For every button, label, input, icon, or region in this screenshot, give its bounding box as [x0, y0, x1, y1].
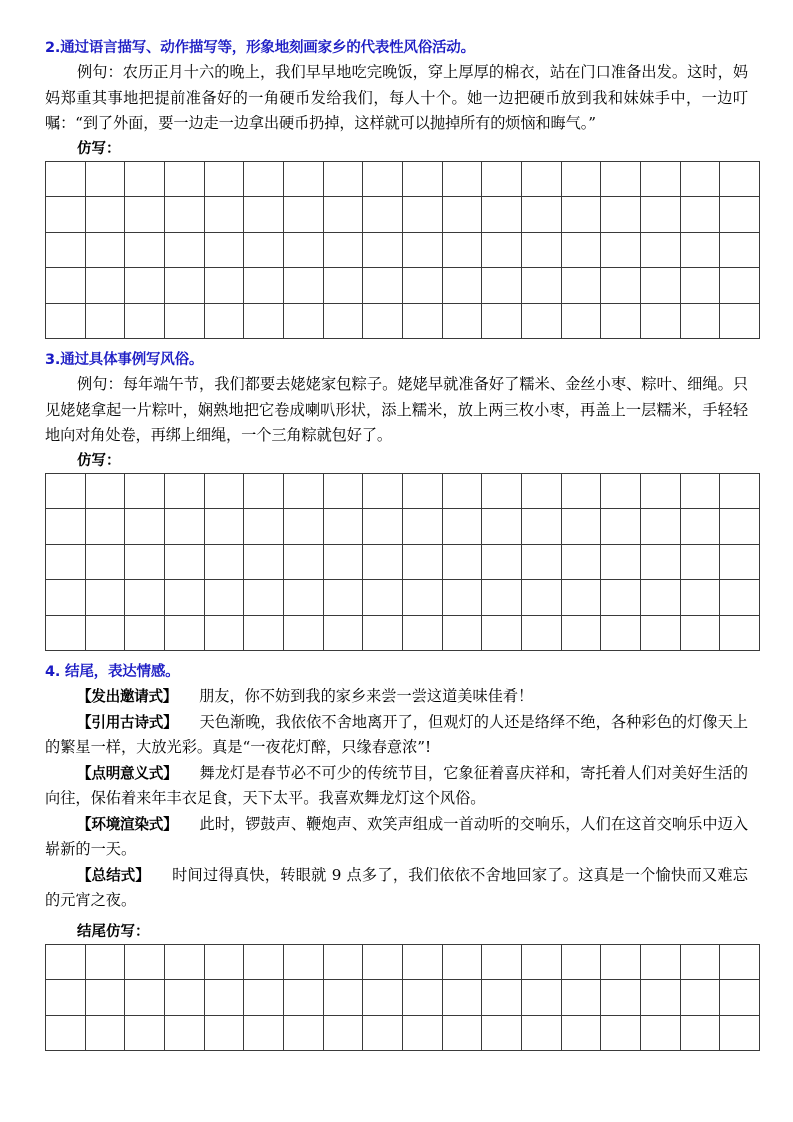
grid-cell[interactable] [442, 197, 482, 233]
grid-cell[interactable] [323, 980, 363, 1016]
grid-cell[interactable] [363, 232, 403, 268]
style-text: 朋友，你不妨到我的家乡来尝一尝这道美味佳肴！ [199, 687, 534, 705]
section-2-write-label: 仿写： [77, 140, 121, 157]
grid-cell[interactable] [85, 509, 125, 545]
grid-cell[interactable] [482, 303, 522, 339]
grid-cell[interactable] [521, 509, 561, 545]
grid-cell[interactable] [561, 580, 601, 616]
grid-cell[interactable] [283, 268, 323, 304]
section-4 [45, 662, 748, 1051]
grid-cell[interactable] [601, 509, 641, 545]
grid-cell[interactable] [244, 1015, 284, 1051]
grid-cell[interactable] [164, 161, 204, 197]
grid-cell[interactable] [680, 303, 720, 339]
grid-cell[interactable] [85, 544, 125, 580]
grid-cell[interactable] [46, 161, 86, 197]
grid-cell[interactable] [442, 303, 482, 339]
section-3-heading: 3.通过具体事例写风俗。 [45, 352, 204, 368]
ending-style-meaning [45, 761, 748, 812]
grid-cell[interactable] [46, 980, 86, 1016]
grid-cell[interactable] [363, 473, 403, 509]
grid-cell[interactable] [561, 544, 601, 580]
grid-cell[interactable] [244, 615, 284, 651]
grid-cell[interactable] [244, 580, 284, 616]
section-3-write-label: 仿写： [77, 452, 121, 469]
grid-cell[interactable] [402, 268, 442, 304]
grid-cell[interactable] [482, 580, 522, 616]
grid-cell[interactable] [680, 161, 720, 197]
grid-cell[interactable] [640, 580, 680, 616]
grid-cell[interactable] [402, 232, 442, 268]
grid-cell[interactable] [482, 161, 522, 197]
grid-cell[interactable] [402, 197, 442, 233]
grid-cell[interactable] [125, 473, 165, 509]
style-tag-label: 【环境渲染式】 [77, 815, 178, 833]
grid-cell[interactable] [204, 197, 244, 233]
section-3 [45, 350, 748, 651]
grid-cell[interactable] [601, 303, 641, 339]
grid-cell[interactable] [561, 161, 601, 197]
grid-cell[interactable] [601, 268, 641, 304]
style-text: 时间过得真快，转眼就 9 点多了，我们依依不舍地回家了。这真是一个愉快而又难忘的元宵之夜。 [45, 865, 748, 909]
grid-cell[interactable] [680, 232, 720, 268]
grid-cell[interactable] [561, 615, 601, 651]
grid-cell[interactable] [125, 509, 165, 545]
grid-cell[interactable] [720, 197, 760, 233]
grid-cell[interactable] [720, 509, 760, 545]
grid-cell[interactable] [164, 980, 204, 1016]
grid-cell[interactable] [363, 580, 403, 616]
grid-cell[interactable] [640, 944, 680, 980]
grid-cell[interactable] [244, 268, 284, 304]
spacer [45, 914, 748, 920]
grid-cell[interactable] [482, 268, 522, 304]
grid-cell[interactable] [164, 615, 204, 651]
grid-cell[interactable] [283, 161, 323, 197]
grid-cell[interactable] [85, 615, 125, 651]
spacer [45, 651, 748, 662]
section-3-writing-grid[interactable] [45, 473, 760, 652]
grid-cell[interactable] [561, 232, 601, 268]
grid-cell[interactable] [164, 473, 204, 509]
grid-cell[interactable] [640, 303, 680, 339]
grid-cell[interactable] [402, 161, 442, 197]
grid-cell[interactable] [720, 268, 760, 304]
grid-cell[interactable] [244, 980, 284, 1016]
grid-cell[interactable] [125, 268, 165, 304]
grid-cell[interactable] [680, 615, 720, 651]
grid-cell[interactable] [363, 944, 403, 980]
grid-cell[interactable] [442, 1015, 482, 1051]
grid-cell[interactable] [720, 944, 760, 980]
grid-cell[interactable] [125, 580, 165, 616]
grid-row [46, 232, 760, 268]
grid-cell[interactable] [482, 509, 522, 545]
grid-cell[interactable] [283, 509, 323, 545]
grid-cell[interactable] [164, 544, 204, 580]
grid-cell[interactable] [521, 473, 561, 509]
grid-cell[interactable] [244, 473, 284, 509]
style-tag-label: 【点明意义式】 [77, 764, 178, 782]
grid-cell[interactable] [323, 580, 363, 616]
grid-cell[interactable] [640, 197, 680, 233]
grid-cell[interactable] [323, 197, 363, 233]
grid-cell[interactable] [283, 980, 323, 1016]
grid-cell[interactable] [164, 509, 204, 545]
grid-cell[interactable] [521, 1015, 561, 1051]
ending-style-summary [45, 863, 748, 914]
style-text: 舞龙灯是春节必不可少的传统节目，它象征着喜庆祥和，寄托着人们对美好生活的向往，保佑着来年丰衣足食，天下太平。我喜欢舞龙灯这个风俗。 [45, 763, 749, 807]
grid-cell[interactable] [244, 161, 284, 197]
grid-cell[interactable] [363, 268, 403, 304]
grid-cell[interactable] [601, 580, 641, 616]
grid-cell[interactable] [85, 232, 125, 268]
grid-cell[interactable] [323, 268, 363, 304]
grid-cell[interactable] [720, 980, 760, 1016]
grid-cell[interactable] [323, 161, 363, 197]
grid-cell[interactable] [720, 544, 760, 580]
grid-cell[interactable] [482, 232, 522, 268]
grid-cell[interactable] [402, 615, 442, 651]
grid-cell[interactable] [561, 303, 601, 339]
grid-cell[interactable] [442, 268, 482, 304]
grid-cell[interactable] [680, 509, 720, 545]
grid-cell[interactable] [601, 1015, 641, 1051]
section-4-writing-grid[interactable] [45, 944, 760, 1052]
grid-cell[interactable] [442, 580, 482, 616]
grid-cell[interactable] [402, 980, 442, 1016]
grid-cell[interactable] [482, 544, 522, 580]
grid-row [46, 303, 760, 339]
grid-cell[interactable] [125, 944, 165, 980]
grid-cell[interactable] [283, 1015, 323, 1051]
style-text: 此时，锣鼓声、鞭炮声、欢笑声组成一首动听的交响乐，人们在这首交响乐中迈入崭新的一天。 [45, 814, 749, 858]
grid-cell[interactable] [164, 303, 204, 339]
grid-cell[interactable] [482, 615, 522, 651]
grid-cell[interactable] [402, 509, 442, 545]
grid-body [46, 944, 760, 1051]
grid-cell[interactable] [402, 580, 442, 616]
grid-cell[interactable] [125, 303, 165, 339]
grid-cell[interactable] [46, 1015, 86, 1051]
grid-cell[interactable] [204, 509, 244, 545]
grid-cell[interactable] [46, 944, 86, 980]
grid-cell[interactable] [402, 1015, 442, 1051]
grid-cell[interactable] [561, 197, 601, 233]
grid-cell[interactable] [204, 580, 244, 616]
section-4-heading: 4. 结尾，表达情感。 [45, 664, 180, 680]
grid-row [46, 944, 760, 980]
grid-cell[interactable] [601, 197, 641, 233]
grid-cell[interactable] [85, 268, 125, 304]
grid-row [46, 980, 760, 1016]
grid-cell[interactable] [561, 944, 601, 980]
grid-cell[interactable] [125, 161, 165, 197]
grid-cell[interactable] [204, 944, 244, 980]
grid-cell[interactable] [164, 944, 204, 980]
style-tag-label: 【引用古诗式】 [77, 713, 178, 731]
grid-cell[interactable] [521, 161, 561, 197]
grid-cell[interactable] [561, 509, 601, 545]
grid-cell[interactable] [244, 303, 284, 339]
style-tag-label: 【发出邀请式】 [77, 688, 178, 705]
grid-cell[interactable] [601, 544, 641, 580]
grid-cell[interactable] [680, 1015, 720, 1051]
grid-cell[interactable] [46, 268, 86, 304]
grid-cell[interactable] [720, 615, 760, 651]
grid-cell[interactable] [204, 980, 244, 1016]
grid-cell[interactable] [482, 980, 522, 1016]
grid-cell[interactable] [442, 232, 482, 268]
grid-cell[interactable] [680, 580, 720, 616]
grid-row [46, 1015, 760, 1051]
grid-cell[interactable] [244, 197, 284, 233]
grid-cell[interactable] [601, 473, 641, 509]
section-2 [45, 38, 748, 339]
grid-cell[interactable] [46, 232, 86, 268]
grid-cell[interactable] [521, 544, 561, 580]
grid-cell[interactable] [640, 473, 680, 509]
grid-cell[interactable] [521, 303, 561, 339]
grid-cell[interactable] [283, 944, 323, 980]
grid-cell[interactable] [521, 580, 561, 616]
grid-cell[interactable] [601, 232, 641, 268]
grid-cell[interactable] [204, 303, 244, 339]
grid-cell[interactable] [521, 197, 561, 233]
grid-cell[interactable] [521, 232, 561, 268]
section-2-heading: 2.通过语言描写、动作描写等，形象地刻画家乡的代表性风俗活动。 [45, 40, 475, 56]
grid-cell[interactable] [283, 544, 323, 580]
ending-style-atmosphere [45, 812, 748, 863]
grid-row [46, 580, 760, 616]
grid-cell[interactable] [85, 980, 125, 1016]
grid-cell[interactable] [442, 509, 482, 545]
grid-cell[interactable] [402, 303, 442, 339]
grid-cell[interactable] [442, 161, 482, 197]
grid-cell[interactable] [601, 944, 641, 980]
grid-cell[interactable] [363, 509, 403, 545]
grid-cell[interactable] [640, 1015, 680, 1051]
style-tag-label: 【总结式】 [77, 866, 150, 884]
grid-cell[interactable] [283, 303, 323, 339]
grid-cell[interactable] [323, 473, 363, 509]
grid-cell[interactable] [561, 980, 601, 1016]
grid-cell[interactable] [640, 268, 680, 304]
grid-cell[interactable] [204, 473, 244, 509]
grid-cell[interactable] [164, 232, 204, 268]
grid-cell[interactable] [125, 232, 165, 268]
grid-cell[interactable] [283, 615, 323, 651]
grid-cell[interactable] [680, 944, 720, 980]
grid-cell[interactable] [125, 1015, 165, 1051]
grid-cell[interactable] [720, 1015, 760, 1051]
grid-cell[interactable] [720, 303, 760, 339]
grid-cell[interactable] [363, 1015, 403, 1051]
grid-cell[interactable] [85, 580, 125, 616]
grid-cell[interactable] [85, 197, 125, 233]
grid-cell[interactable] [125, 544, 165, 580]
grid-cell[interactable] [363, 197, 403, 233]
grid-cell[interactable] [85, 944, 125, 980]
grid-cell[interactable] [561, 1015, 601, 1051]
grid-cell[interactable] [680, 980, 720, 1016]
grid-row [46, 544, 760, 580]
grid-cell[interactable] [164, 1015, 204, 1051]
grid-cell[interactable] [601, 161, 641, 197]
section-2-example-text: 例句：农历正月十六的晚上，我们早早地吃完晚饭，穿上厚厚的棉衣，站在门口准备出发。这时，妈妈郑重其事地把提前准备好的一角硬币发给我们，每人十个。她一边把硬币放到我和妹妹手中，一边叮嘱：“到了外面，要一边走一边拿出硬币扔掉，这样就可以抛掉所有的烦恼和晦气。” [45, 63, 748, 132]
grid-cell[interactable] [164, 197, 204, 233]
grid-cell[interactable] [561, 473, 601, 509]
grid-cell[interactable] [363, 980, 403, 1016]
grid-cell[interactable] [720, 580, 760, 616]
grid-cell[interactable] [204, 1015, 244, 1051]
grid-cell[interactable] [442, 944, 482, 980]
grid-cell[interactable] [204, 161, 244, 197]
grid-cell[interactable] [164, 580, 204, 616]
grid-row [46, 268, 760, 304]
grid-cell[interactable] [125, 615, 165, 651]
grid-cell[interactable] [125, 197, 165, 233]
grid-cell[interactable] [640, 615, 680, 651]
grid-row [46, 197, 760, 233]
grid-cell[interactable] [720, 232, 760, 268]
grid-cell[interactable] [204, 615, 244, 651]
grid-cell[interactable] [46, 580, 86, 616]
grid-cell[interactable] [402, 944, 442, 980]
grid-cell[interactable] [680, 268, 720, 304]
grid-cell[interactable] [323, 232, 363, 268]
ending-style-poem-quote [45, 710, 748, 761]
grid-cell[interactable] [363, 615, 403, 651]
grid-cell[interactable] [720, 161, 760, 197]
grid-cell[interactable] [85, 161, 125, 197]
grid-cell[interactable] [680, 473, 720, 509]
grid-cell[interactable] [521, 268, 561, 304]
grid-cell[interactable] [442, 615, 482, 651]
grid-cell[interactable] [521, 615, 561, 651]
grid-cell[interactable] [601, 980, 641, 1016]
grid-cell[interactable] [482, 197, 522, 233]
grid-cell[interactable] [244, 509, 284, 545]
grid-cell[interactable] [204, 268, 244, 304]
grid-cell[interactable] [363, 544, 403, 580]
grid-cell[interactable] [720, 473, 760, 509]
grid-cell[interactable] [402, 544, 442, 580]
grid-body [46, 473, 760, 651]
grid-body [46, 161, 760, 339]
grid-cell[interactable] [363, 303, 403, 339]
grid-cell[interactable] [402, 473, 442, 509]
grid-cell[interactable] [640, 509, 680, 545]
grid-cell[interactable] [323, 615, 363, 651]
grid-row [46, 615, 760, 651]
grid-cell[interactable] [46, 197, 86, 233]
grid-cell[interactable] [601, 615, 641, 651]
grid-cell[interactable] [85, 303, 125, 339]
grid-cell[interactable] [561, 268, 601, 304]
grid-cell[interactable] [640, 980, 680, 1016]
grid-cell[interactable] [204, 232, 244, 268]
grid-cell[interactable] [680, 197, 720, 233]
style-text: 天色渐晚，我依依不舍地离开了，但观灯的人还是络绎不绝，各种彩色的灯像天上的繁星一样，大放光彩。真是“一夜花灯醉，只缘春意浓”! [45, 712, 749, 756]
grid-cell[interactable] [521, 944, 561, 980]
grid-cell[interactable] [204, 544, 244, 580]
grid-cell[interactable] [323, 544, 363, 580]
grid-cell[interactable] [164, 268, 204, 304]
grid-cell[interactable] [283, 580, 323, 616]
spacer [45, 339, 748, 350]
grid-cell[interactable] [521, 980, 561, 1016]
grid-cell[interactable] [680, 544, 720, 580]
grid-cell[interactable] [640, 232, 680, 268]
grid-cell[interactable] [85, 1015, 125, 1051]
grid-cell[interactable] [46, 615, 86, 651]
grid-cell[interactable] [323, 303, 363, 339]
grid-cell[interactable] [46, 544, 86, 580]
grid-cell[interactable] [482, 944, 522, 980]
grid-cell[interactable] [482, 473, 522, 509]
grid-cell[interactable] [323, 944, 363, 980]
grid-cell[interactable] [283, 232, 323, 268]
section-3-example-text: 例句：每年端午节，我们都要去姥姥家包粽子。姥姥早就准备好了糯米、金丝小枣、粽叶、细绳。只见姥姥拿起一片粽叶，娴熟地把它卷成喇叭形状，添上糯米，放上两三枚小枣，再盖上一层糯米，手轻轻地向对角处卷，再绑上细绳，一个三角粽就包好了。 [45, 375, 748, 444]
grid-cell[interactable] [46, 509, 86, 545]
grid-cell[interactable] [442, 980, 482, 1016]
grid-cell[interactable] [283, 197, 323, 233]
grid-cell[interactable] [244, 944, 284, 980]
grid-row [46, 473, 760, 509]
grid-row [46, 161, 760, 197]
grid-cell[interactable] [323, 509, 363, 545]
grid-cell[interactable] [244, 544, 284, 580]
grid-cell[interactable] [244, 232, 284, 268]
ending-style-invitation [45, 684, 748, 710]
grid-cell[interactable] [283, 473, 323, 509]
grid-cell[interactable] [46, 303, 86, 339]
grid-row [46, 509, 760, 545]
grid-cell[interactable] [46, 473, 86, 509]
grid-cell[interactable] [640, 161, 680, 197]
grid-cell[interactable] [640, 544, 680, 580]
grid-cell[interactable] [85, 473, 125, 509]
grid-cell[interactable] [363, 161, 403, 197]
section-4-write-label: 结尾仿写： [77, 923, 150, 940]
grid-cell[interactable] [125, 980, 165, 1016]
grid-cell[interactable] [482, 1015, 522, 1051]
grid-cell[interactable] [442, 473, 482, 509]
grid-cell[interactable] [442, 544, 482, 580]
section-2-writing-grid[interactable] [45, 161, 760, 340]
grid-cell[interactable] [323, 1015, 363, 1051]
